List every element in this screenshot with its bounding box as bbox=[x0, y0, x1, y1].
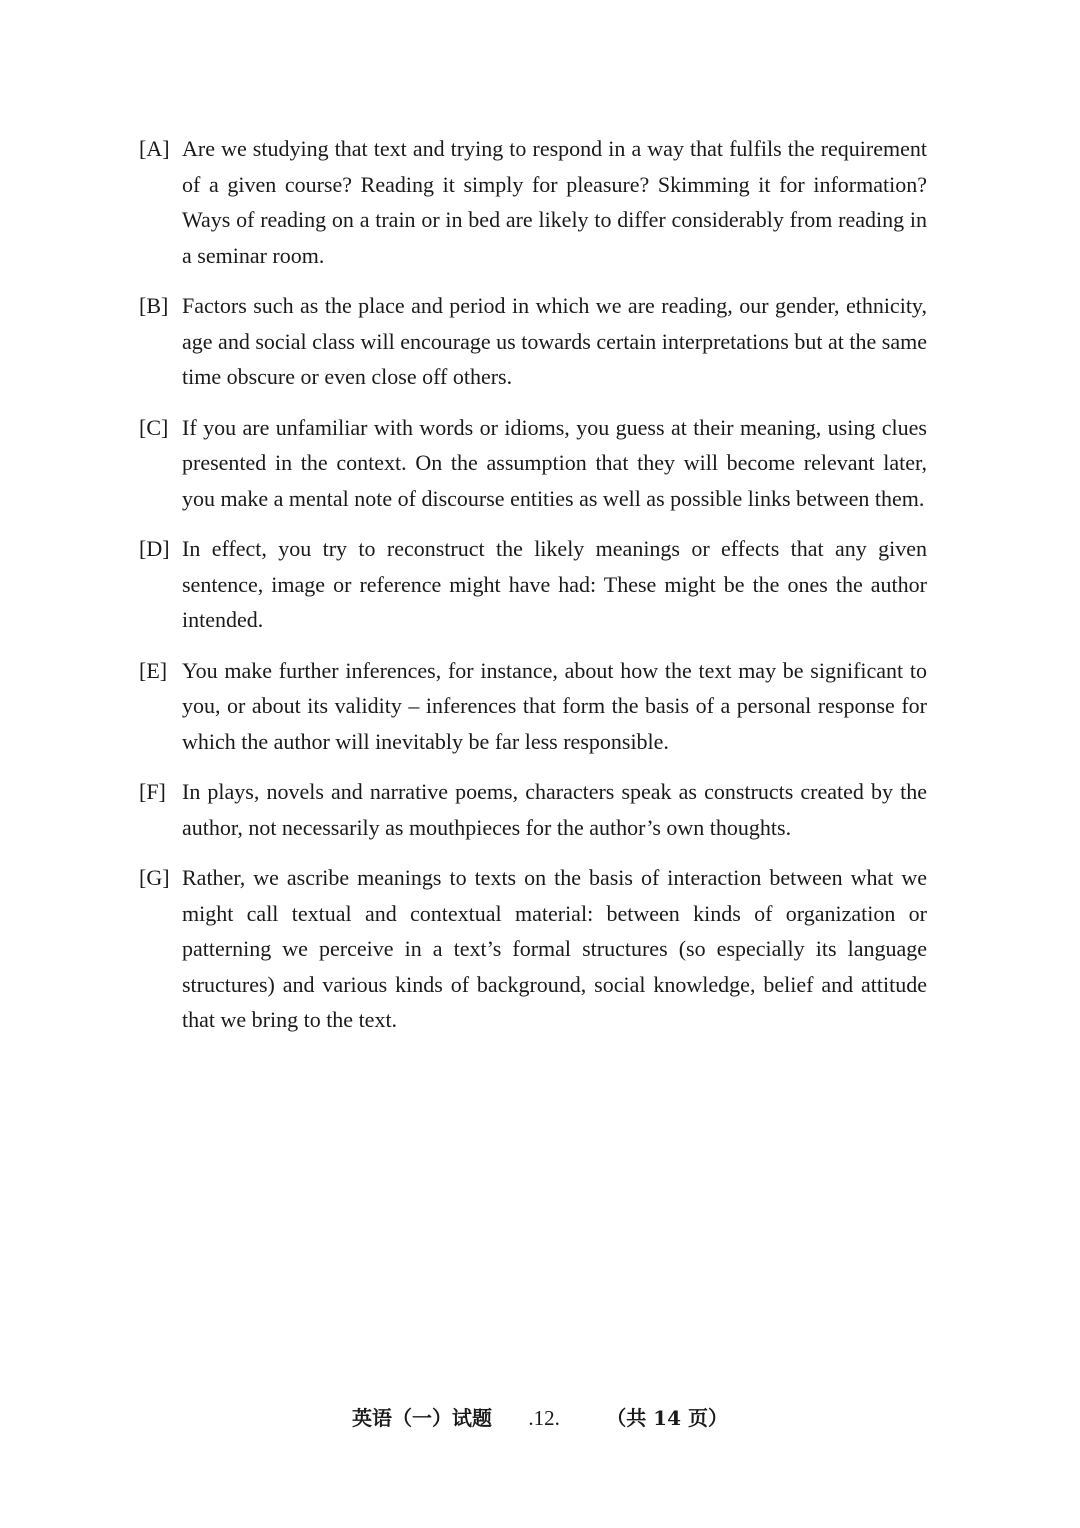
option-letter: [E] bbox=[139, 657, 168, 683]
option-e bbox=[139, 653, 927, 760]
option-text: In effect, you try to reconstruct the likely meanings or effects that any given sentence, image or reference might have had: These might be the ones the author intended. bbox=[182, 536, 927, 632]
option-list bbox=[139, 131, 927, 1053]
option-text: In plays, novels and narrative poems, characters speak as constructs created by the author, not necessarily as mouthpieces for the author’s own thoughts. bbox=[182, 779, 927, 840]
option-b bbox=[139, 288, 927, 395]
footer-exam-title: 英语（一）试题 bbox=[352, 1406, 492, 1430]
option-text: Are we studying that text and trying to respond in a way that fulfils the requirement of a given course? Reading it simply for pleasure? Skimming it for information? Ways of reading on a train or in bed are likely to differ considerably from reading in a seminar room. bbox=[182, 136, 927, 268]
option-letter: [B] bbox=[139, 293, 169, 318]
option-f bbox=[139, 774, 927, 845]
option-text: Factors such as the place and period in which we are reading, our gender, ethnicity, age and social class will encourage us towards certain interpretations but at the same time obscure or even close off others. bbox=[182, 293, 927, 389]
option-letter: [A] bbox=[139, 136, 170, 161]
option-text: If you are unfamiliar with words or idioms, you guess at their meaning, using clues presented in the context. On the assumption that they will become relevant later, you make a mental note of discourse entities as well as possible links between them. bbox=[182, 414, 927, 511]
option-text: You make further inferences, for instance, about how the text may be significant to you, or about its validity – inferences that form the basis of a personal response for which the author will inevitably be far less responsible. bbox=[182, 657, 927, 754]
footer-total-pages: （共 14 页） bbox=[606, 1406, 728, 1430]
option-g bbox=[139, 860, 927, 1038]
option-c bbox=[139, 410, 927, 517]
option-text: Rather, we ascribe meanings to texts on the basis of interaction between what we might call textual and contextual material: between kinds of organization or patterning we perceive in a text’s formal structures (so especially its language structures) and various kinds of background, social knowledge, belief and attitude that we bring to the text. bbox=[182, 865, 927, 1032]
option-letter: [F] bbox=[139, 779, 166, 804]
page-footer bbox=[0, 1402, 1080, 1434]
option-letter: [C] bbox=[139, 414, 169, 440]
option-letter: [G] bbox=[139, 865, 170, 890]
option-a bbox=[139, 131, 927, 273]
option-letter: [D] bbox=[139, 536, 170, 561]
option-d bbox=[139, 531, 927, 638]
footer-page-number: .12. bbox=[528, 1406, 560, 1430]
